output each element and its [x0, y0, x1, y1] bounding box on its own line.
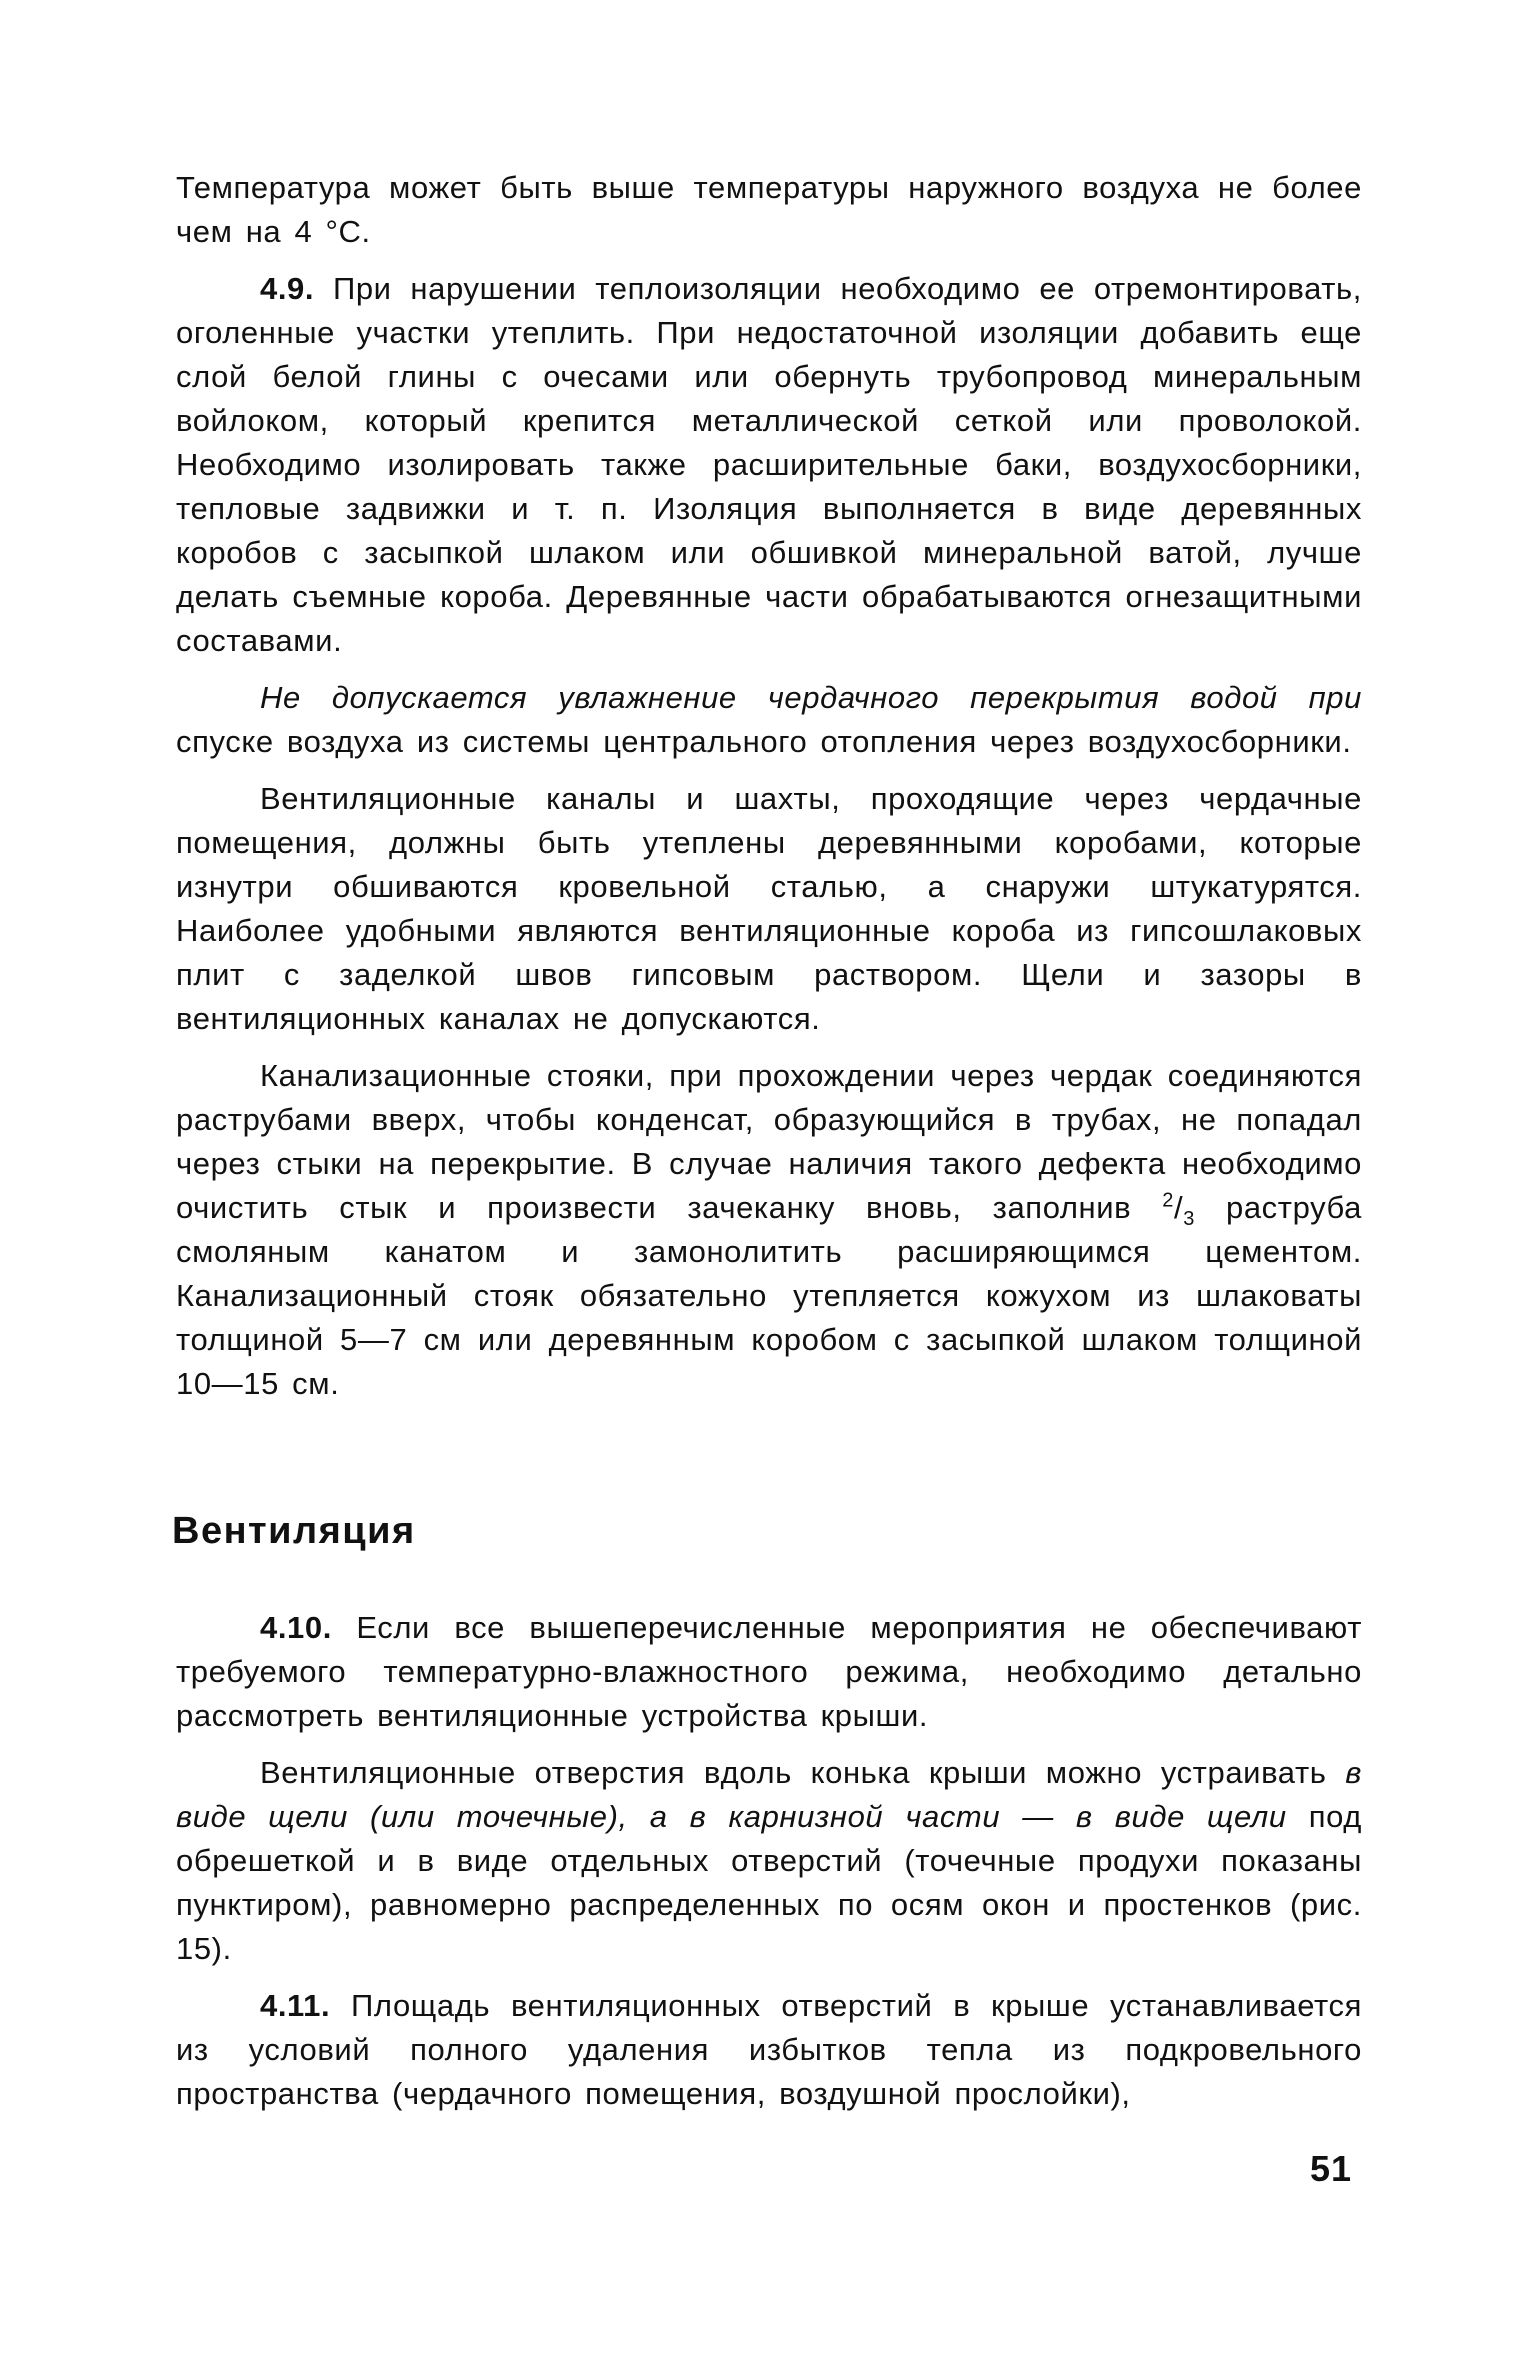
- paragraph-sewer-risers: [176, 1054, 1362, 1406]
- paragraph-text: Если все вышеперечисленные мероприятия не обеспечивают требуемого температурно-влажностного режима, необходимо детально рассмотреть вентиляционные устройства крыши.: [176, 1610, 1362, 1733]
- paragraph-text: Площадь вентиляционных отверстий в крыше устанавливается из условий полного удаления избытков тепла из подкровельного пространства (чердачного помещения, воздушной прослойки),: [176, 1988, 1362, 2111]
- paragraph-text: Канализационные стояки, при прохождении через чердак соединяются раструбами вверх, чтобы конденсат, образующийся в трубах, не попадал через стыки на перекрытие. В случае наличия такого дефекта необходимо очистить стык и произвести зачеканку вновь, заполнив: [176, 1058, 1362, 1225]
- paragraph-temperature: [176, 166, 1362, 254]
- paragraph-italic-text: Не допускается увлажнение чердачного перекрытия водой при: [260, 680, 1362, 715]
- fraction-denominator: 3: [1183, 1208, 1195, 1231]
- paragraph-number: 4.9.: [260, 271, 315, 306]
- section-heading-ventilation: Вентиляция: [172, 1510, 416, 1552]
- paragraph-text: Вентиляционные отверстия вдоль конька крыши можно устраивать: [260, 1755, 1346, 1790]
- paragraph-4-10: [176, 1606, 1362, 1738]
- paragraph-vent-openings: [176, 1751, 1362, 1971]
- paragraph-ventilation-channels: [176, 777, 1362, 1041]
- paragraph-text: раструба смоляным канатом и замонолитить расширяющимся цементом. Канализационный стояк обязательно утепляется кожухом из шлаковаты толщиной 5—7 см или деревянным коробом с засыпкой шлаком толщиной 10—15 см.: [176, 1190, 1363, 1401]
- paragraph-text: спуске воздуха из системы центрального отопления через воздухосборники.: [176, 724, 1352, 759]
- paragraph-number: 4.10.: [260, 1610, 332, 1645]
- paragraph-4-11: [176, 1984, 1362, 2116]
- fraction-slash: /: [1174, 1190, 1184, 1225]
- page-number: 51: [1310, 2148, 1353, 2189]
- paragraph-text: При нарушении теплоизоляции необходимо ее отремонтировать, оголенные участки утеплить. При недостаточной изоляции добавить еще слой белой глины с очесами или обернуть трубопровод минеральным войлоком, который крепится металлической сеткой или проволокой. Необходимо изолировать также расширительные баки, воздухосборники, тепловые задвижки и т. п. Изоляция выполняется в виде деревянных коробов с засыпкой шлаком или обшивкой минеральной ватой, лучше делать съемные короба. Деревянные части обрабатываются огнезащитными составами.: [176, 271, 1362, 658]
- text-block-top: [176, 166, 1362, 1419]
- paragraph-text: Вентиляционные каналы и шахты, проходящие через чердачные помещения, должны быть утеплены деревянными коробами, которые изнутри обшиваются кровельной сталью, а снаружи штукатурятся. Наиболее удобными являются вентиляционные короба из гипсошлаковых плит с заделкой швов гипсовым раствором. Щели и зазоры в вентиляционных каналах не допускаются.: [176, 781, 1362, 1036]
- fraction-numerator: 2: [1162, 1189, 1175, 1212]
- paragraph-4-9: [176, 267, 1362, 663]
- paragraph-no-moisture: [176, 676, 1362, 764]
- paragraph-text: под обрешеткой и в виде отдельных отверстий (точечные продухи показаны пунктиром), равномерно распределенных по осям окон и простенков (рис. 15).: [176, 1799, 1362, 1966]
- paragraph-number: 4.11.: [260, 1988, 331, 2023]
- paragraph-text: Температура может быть выше температуры наружного воздуха не более чем на 4 °С.: [176, 170, 1362, 249]
- paragraph-italic-text: в виде щели (или точечные), а в карнизной части — в виде щели: [176, 1755, 1362, 1834]
- text-block-bottom: [176, 1606, 1362, 2129]
